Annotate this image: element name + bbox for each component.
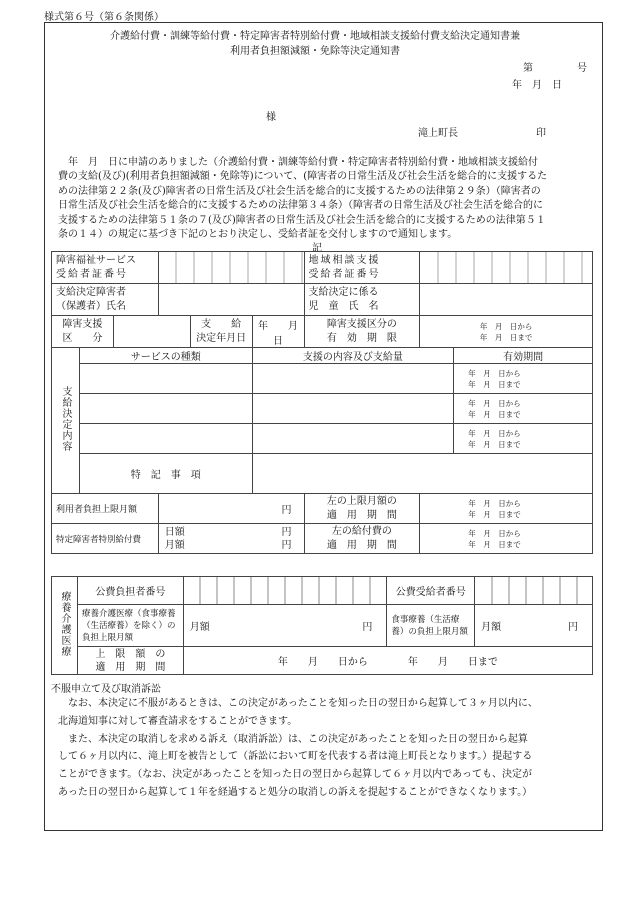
support-category-field[interactable] — [113, 316, 190, 348]
appeal-line: 北海道知事に対して審査請求をすることができます。 — [58, 715, 298, 727]
appeal-line: して６ヶ月以内に、滝上町を被告として（訴訟において町を代表する者は滝上町長となります。）提起する — [58, 751, 533, 763]
service-type-cell[interactable] — [79, 424, 252, 454]
support-category-label: 障害支援 区 分 — [52, 316, 114, 348]
care-burden-cap-field[interactable]: 月額 円 — [183, 605, 387, 647]
medical-care-vertical-label: 療養介護医療 — [52, 577, 78, 675]
public-recipient-number-label: 公費受給者番号 — [387, 577, 475, 605]
form-number: 様式第６号（第６条関係） — [44, 12, 164, 23]
decision-content-vertical-label: 支給決定内容 — [52, 348, 80, 494]
service-type-cell[interactable] — [79, 394, 252, 424]
valid-period-cell[interactable]: 年 月 日から 年 月 日まで — [454, 394, 593, 424]
title-line-1: 介護給付費・訓練等給付費・特定障害者特別給付費・地域相談支援給付費支給決定通知書兼 — [110, 31, 520, 42]
valid-period-cell[interactable]: 年 月 日から 年 月 日まで — [454, 424, 593, 454]
category-expiry-field[interactable]: 年 月 日から 年 月 日まで — [420, 316, 593, 348]
intro-line: 費の支給(及び)(利用者負担額減額・免除等)について、(障害者の日常生活及び社会生活を総合的に支援するた — [58, 171, 548, 183]
medical-care-table — [51, 576, 593, 675]
intro-line: 年 月 日に申請のありました（介護給付費・訓練等給付費・特定障害者特別給付費・地域相談支援給付 — [58, 157, 538, 168]
category-expiry-label: 障害支援区分の 有 効 期 限 — [304, 316, 420, 348]
special-benefit-label: 特定障害者特別給付費 — [52, 524, 159, 554]
meal-burden-cap-label: 食事療養（生活療養）の負担上限月額 — [387, 605, 475, 647]
special-notes-field[interactable] — [252, 454, 592, 494]
content-amount-cell[interactable] — [252, 364, 454, 394]
ki-label: 記 — [312, 243, 322, 254]
limit-period-field[interactable]: 年 月 日から 年 月 日まで — [183, 647, 592, 675]
intro-line: 支援するための法律第５１条の７(及び)障害者の日常生活及び社会生活を総合的に支援するための法律第５１ — [58, 214, 546, 226]
beneficiary-name-field[interactable] — [158, 284, 304, 316]
cap-period-label: 左の上限月額の 適 用 期 間 — [304, 494, 420, 524]
seal-mark: 印 — [536, 128, 546, 139]
consult-recipient-number-field[interactable] — [420, 252, 593, 284]
appeal-line: なお、本決定に不服があるときは、この決定があったことを知った日の翌日から起算して３ヶ月以内に、 — [58, 698, 538, 709]
public-burden-number-label: 公費負担者番号 — [77, 577, 183, 605]
header-dai: 第 — [523, 63, 533, 74]
intro-line: 日常生活及び社会生活を総合的に支援するための法律第３４条）（障害者の日常生活及び社会生活を総合的に — [58, 200, 543, 212]
title-line-2: 利用者負担額減額・免除等決定通知書 — [230, 46, 400, 57]
header-go: 号 — [577, 63, 587, 74]
appeal-line: あった日の翌日から起算して１年を経過すると処分の取消しの訴えを提起することができなくなります。） — [58, 787, 533, 798]
header-date: 年 月 日 — [512, 80, 562, 91]
appeal-title: 不服申立て及び取消訴訟 — [51, 684, 161, 695]
decision-table — [51, 251, 593, 554]
decision-date-field[interactable]: 年 月 日 — [252, 316, 304, 348]
pay-period-field[interactable]: 年 月 日から 年 月 日まで — [420, 524, 593, 554]
addressee-sama: 様 — [266, 112, 276, 123]
public-burden-number-field[interactable] — [183, 577, 387, 605]
child-name-label: 支給決定に係る 児 童 氏 名 — [304, 284, 420, 316]
decision-date-label: 支 給 決定年月日 — [190, 316, 252, 348]
content-amount-header: 支援の内容及び支給量 — [252, 348, 454, 364]
special-benefit-field[interactable]: 日額 円 月額 円 — [158, 524, 304, 554]
service-recipient-number-label: 障害福祉サービス 受給者証番号 — [52, 252, 159, 284]
user-burden-cap-label: 利用者負担上限月額 — [52, 494, 159, 524]
service-recipient-number-field[interactable] — [158, 252, 304, 284]
intro-line: 条の１４）の規定に基づき下記のとおり決定し、受給者証を交付しますので通知します。 — [58, 229, 458, 240]
care-burden-cap-label: 療養介護医療（食事療養（生活療養）を除く）の負担上限月額 — [77, 605, 183, 647]
content-amount-cell[interactable] — [252, 394, 454, 424]
limit-period-label: 上 限 額 の 適 用 期 間 — [77, 647, 183, 675]
valid-period-cell[interactable]: 年 月 日から 年 月 日まで — [454, 364, 593, 394]
intro-line: めの法律第２２条(及び)障害者の日常生活及び社会生活を総合的に支援するための法律第２９条）（障害者の — [58, 185, 541, 197]
service-type-header: サービスの種類 — [79, 348, 252, 364]
special-notes-label: 特 記 事 項 — [79, 454, 252, 494]
user-burden-cap-field[interactable]: 円 — [158, 494, 304, 524]
cap-period-field[interactable]: 年 月 日から 年 月 日まで — [420, 494, 593, 524]
consult-recipient-number-label: 地域相談支援 受給者証番号 — [304, 252, 420, 284]
sender-name: 滝上町長 — [418, 128, 458, 139]
valid-period-header: 有効期間 — [454, 348, 593, 364]
content-amount-cell[interactable] — [252, 424, 454, 454]
appeal-line: また、本決定の取消しを求める訴え（取消訴訟）は、この決定があったことを知った日の翌日から起算 — [58, 733, 528, 745]
meal-burden-cap-field[interactable]: 月額 円 — [475, 605, 593, 647]
beneficiary-name-label: 支給決定障害者 （保護者）氏名 — [52, 284, 159, 316]
pay-period-label: 左の給付費の 適 用 期 間 — [304, 524, 420, 554]
service-type-cell[interactable] — [79, 364, 252, 394]
appeal-line: ことができます。（なお、決定があったことを知った日の翌日から起算して６ヶ月以内であっても、決定が — [58, 769, 532, 781]
public-recipient-number-field[interactable] — [475, 577, 593, 605]
child-name-field[interactable] — [420, 284, 593, 316]
